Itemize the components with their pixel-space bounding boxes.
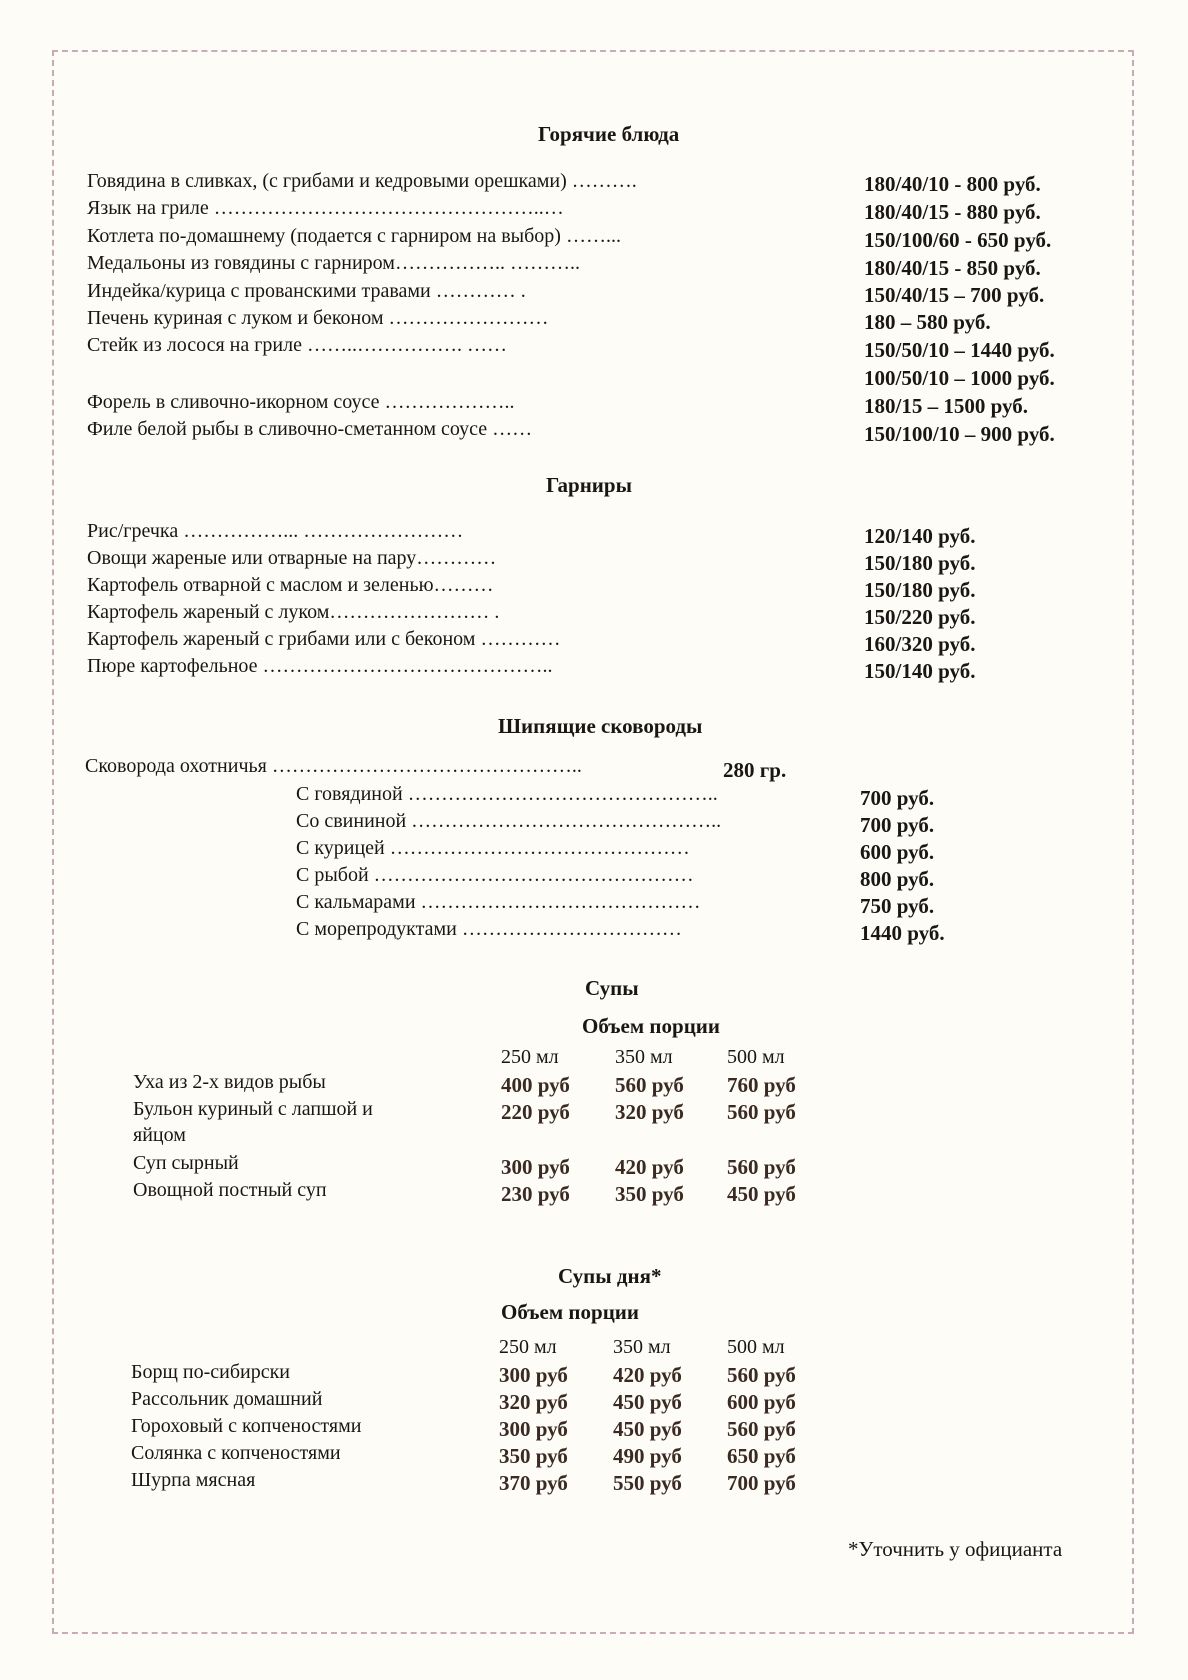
- skillet-option-name: С рыбой …………………………………………: [296, 864, 694, 886]
- section-title-soups: Супы: [585, 976, 639, 1000]
- section-title-soups-of-day: Супы дня*: [558, 1264, 662, 1288]
- skillet-option-name: С курицей ………………………………………: [296, 837, 690, 859]
- menu-item-name: Филе белой рыбы в сливочно-сметанном соусе ……: [87, 418, 533, 440]
- section-title-hot-dishes: Горячие блюда: [538, 122, 680, 146]
- menu-item-price: 150/40/15 – 700 руб.: [864, 283, 1045, 307]
- soup-price: 550 руб: [613, 1471, 682, 1495]
- soup-price: 300 руб: [501, 1155, 570, 1179]
- menu-item-price: 180/40/15 - 850 руб.: [864, 256, 1041, 280]
- volume-column-350: 350 мл: [613, 1336, 671, 1358]
- section-title-skillets: Шипящие сковороды: [498, 714, 703, 738]
- skillet-option-price: 700 руб.: [860, 813, 935, 837]
- menu-item-price: 150/180 руб.: [864, 578, 976, 602]
- menu-item-name: Котлета по-домашнему (подается с гарниром на выбор) ……...: [87, 225, 621, 247]
- menu-item-price: 150/220 руб.: [864, 605, 976, 629]
- skillet-option-price: 1440 руб.: [860, 921, 945, 945]
- soup-price: 450 руб: [613, 1390, 682, 1414]
- soup-price: 420 руб: [613, 1363, 682, 1387]
- menu-item-price: 150/180 руб.: [864, 551, 976, 575]
- menu-item-price: 180/40/10 - 800 руб.: [864, 172, 1041, 196]
- skillet-option-price: 700 руб.: [860, 786, 935, 810]
- soup-price: 490 руб: [613, 1444, 682, 1468]
- soup-name: Шурпа мясная: [131, 1469, 256, 1491]
- portion-volume-heading: Объем порции: [582, 1014, 721, 1038]
- soup-price: 300 руб: [499, 1417, 568, 1441]
- soup-price: 560 руб: [727, 1363, 796, 1387]
- menu-item-price: 180/15 – 1500 руб.: [864, 394, 1028, 418]
- soup-name: Рассольник домашний: [131, 1388, 323, 1410]
- volume-column-500: 500 мл: [727, 1336, 785, 1358]
- soup-price: 300 руб: [499, 1363, 568, 1387]
- menu-item-price: 120/140 руб.: [864, 524, 976, 548]
- menu-item-name: Пюре картофельное ……………………………………..: [87, 655, 553, 677]
- menu-item-price: 150/100/60 - 650 руб.: [864, 228, 1052, 252]
- skillet-option-price: 600 руб.: [860, 840, 935, 864]
- soup-name: Солянка с копченостями: [131, 1442, 341, 1464]
- menu-item-name: Рис/гречка ……………... ……………………: [87, 520, 464, 542]
- soup-price: 650 руб: [727, 1444, 796, 1468]
- soup-price: 560 руб: [727, 1100, 796, 1124]
- menu-item-price: 160/320 руб.: [864, 632, 976, 656]
- menu-item-name: Говядина в сливках, (с грибами и кедровыми орешками) ……….: [87, 170, 637, 192]
- menu-item-price: 100/50/10 – 1000 руб.: [864, 366, 1055, 390]
- menu-item-name: Овощи жареные или отварные на пару…………: [87, 547, 497, 569]
- menu-item-price: 150/50/10 – 1440 руб.: [864, 338, 1055, 362]
- volume-column-500: 500 мл: [727, 1046, 785, 1068]
- menu-item-name: Картофель отварной с маслом и зеленью………: [87, 574, 494, 596]
- footnote: *Уточнить у официанта: [848, 1537, 1063, 1561]
- soup-price: 320 руб: [615, 1100, 684, 1124]
- skillet-option-name: Со свининой ………………………………………..: [296, 810, 722, 832]
- menu-item-name: Форель в сливочно-икорном соусе ………………..: [87, 391, 515, 413]
- menu-item-name: Печень куриная с луком и беконом ……………………: [87, 307, 549, 329]
- soup-name-continued: яйцом: [133, 1124, 186, 1146]
- volume-column-250: 250 мл: [499, 1336, 557, 1358]
- soup-price: 700 руб: [727, 1471, 796, 1495]
- soup-price: 560 руб: [727, 1155, 796, 1179]
- soup-name: Овощной постный суп: [133, 1179, 327, 1201]
- soup-name: Гороховый с копченостями: [131, 1415, 362, 1437]
- skillet-option-price: 800 руб.: [860, 867, 935, 891]
- menu-item-price: 150/140 руб.: [864, 659, 976, 683]
- skillet-weight: 280 гр.: [723, 758, 787, 782]
- soup-price: 450 руб: [613, 1417, 682, 1441]
- soup-name: Борщ по-сибирски: [131, 1361, 291, 1383]
- menu-item-name: Язык на гриле …………………………………………..…: [87, 197, 564, 219]
- soup-price: 350 руб: [499, 1444, 568, 1468]
- menu-item-price: 180 – 580 руб.: [864, 310, 991, 334]
- soup-price: 560 руб: [615, 1073, 684, 1097]
- portion-volume-heading: Объем порции: [501, 1300, 640, 1324]
- soup-price: 220 руб: [501, 1100, 570, 1124]
- menu-item-price: 150/100/10 – 900 руб.: [864, 422, 1055, 446]
- volume-column-350: 350 мл: [615, 1046, 673, 1068]
- skillet-option-name: С кальмарами ……………………………………: [296, 891, 701, 913]
- soup-name: Бульон куриный с лапшой и: [133, 1098, 373, 1120]
- menu-item-name: Индейка/курица с прованскими травами ………… .: [87, 280, 526, 302]
- section-title-sides: Гарниры: [546, 473, 632, 497]
- soup-price: 560 руб: [727, 1417, 796, 1441]
- soup-price: 760 руб: [727, 1073, 796, 1097]
- soup-price: 420 руб: [615, 1155, 684, 1179]
- menu-item-name: Стейк из лосося на гриле ……..……………. ……: [87, 334, 507, 356]
- menu-item-name: Медальоны из говядины с гарниром…………….. ………..: [87, 252, 580, 274]
- soup-price: 400 руб: [501, 1073, 570, 1097]
- soup-price: 350 руб: [615, 1182, 684, 1206]
- menu-item-name: Картофель жареный с грибами или с беконом …………: [87, 628, 561, 650]
- skillet-option-name: С говядиной ………………………………………..: [296, 783, 718, 805]
- soup-price: 450 руб: [727, 1182, 796, 1206]
- soup-price: 230 руб: [501, 1182, 570, 1206]
- soup-name: Суп сырный: [133, 1152, 239, 1174]
- menu-item-name: Картофель жареный с луком…………………… .: [87, 601, 500, 623]
- skillet-option-name: С морепродуктами ……………………………: [296, 918, 682, 940]
- skillet-main-name: Сковорода охотничья ………………………………………..: [85, 755, 582, 777]
- volume-column-250: 250 мл: [501, 1046, 559, 1068]
- soup-price: 320 руб: [499, 1390, 568, 1414]
- soup-name: Уха из 2-х видов рыбы: [133, 1071, 326, 1093]
- soup-price: 370 руб: [499, 1471, 568, 1495]
- soup-price: 600 руб: [727, 1390, 796, 1414]
- menu-item-price: 180/40/15 - 880 руб.: [864, 200, 1041, 224]
- skillet-option-price: 750 руб.: [860, 894, 935, 918]
